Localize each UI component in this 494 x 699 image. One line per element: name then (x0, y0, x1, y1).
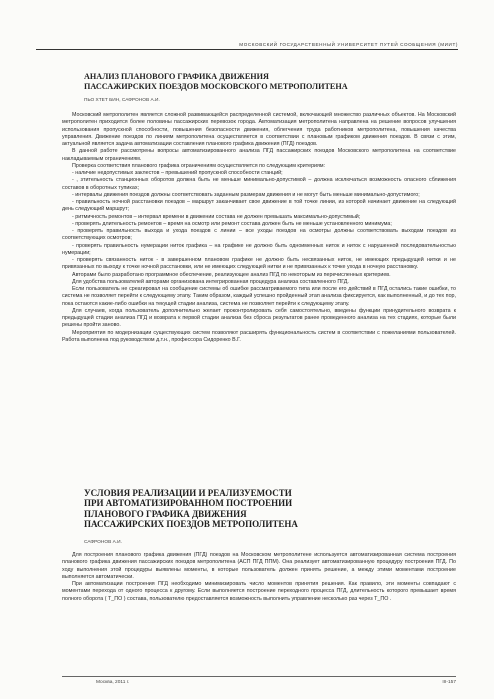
paragraph: Московский метрополитен является сложной развивающейся распределенной системой, включающей множество различных объектов. На Московский метрополитен приходится более половины пассажирских перевозок города. Автоматизация метрополитена направлена на решение вопросов улучшения использования пропускной способности, повышения безопасности движения, облегчения труда работников метрополитена, повышения качества управления. Движение поездов по линиям метрополитена осуществляется в соответствии с плановым графиком движения поездов. В связи с этим, актуальной является задача автоматизации составления планового графика движения (ПГД) поездов. (62, 112, 456, 147)
article-1-body (62, 112, 456, 344)
journal-header: МОСКОВСКИЙ ГОСУДАРСТВЕННЫЙ УНИВЕРСИТЕТ ПУТЕЙ СООБЩЕНИЯ (МИИТ) (36, 42, 458, 50)
article-2-title-line: ПАССАЖИРСКИХ ПОЕЗДОВ МЕТРОПОЛИТЕНА (84, 519, 298, 530)
paragraph: Если пользователь не среагировал на сообщение системы об ошибке рассматриваемого типа или после его действий в ПГД остались такие ошибки, то система не позволяет перейти к следующему этапу. Таким образом, каждый успешно пройденный этап анализа фиксируется, как выполненный, и до тех пор, пока остаются какие-либо ошибки на текущей стадии анализа, система не позволяет перейти к следующему этапу. (62, 286, 456, 307)
paragraph: - проверять правильность нумерации ниток графика – на графике не должно быть одноименных ниток и ниток с нарушенной последовательностью нумерации; (62, 242, 456, 256)
paragraph: - проверять длительность ремонтов – время на осмотр или ремонт состава должен быть не меньше установленного минимума; (72, 220, 392, 227)
article-1-title-line: АНАЛИЗ ПЛАНОВОГО ГРАФИКА ДВИЖЕНИЯ (84, 72, 269, 81)
paragraph: Для построения планового графика движения (ПГД) поездов на Московском метрополитене используется автоматизированная система построения планового графика движения пассажирских поездов метрополитена (АСП ПГД ППМ). Она реализует автоматизированную процедуру построения ПГД. По ходу выполнения этой процедуры выявлены моменты, в которые пользователь должен принять решение, а между этими моментами построение выполняется автоматически. (62, 552, 456, 580)
paragraph: Для удобства пользователей авторами организована интегрированная процедура анализа составленного ПГД. (72, 278, 349, 285)
article-1-title (84, 72, 454, 92)
paragraph: Мероприятия по модернизации существующих систем позволяют расширять функциональность систем в соответствии с пожеланиями пользователей. Работа выполнена под руководством д.т.н., профессора Сидоренко В.Г. (62, 329, 456, 343)
paragraph: Проверка соответствия планового графика ограничениям осуществляется по следующим критериям: (72, 162, 326, 169)
paragraph: - , зтительность станционных оборотов должна быть не меньше минимально-допустимой – должна исключаться возможность опасного сближения составов в оборотных тупиках; (62, 177, 456, 191)
article-2-body (62, 552, 456, 603)
article-2-title-line: ПЛАНОВОГО ГРАФИКА ДВИЖЕНИЯ (84, 508, 247, 519)
page-footer (62, 676, 456, 685)
paragraph: - интервалы движения поездов должны соответствовать заданным размерам движения и не могут быть меньше минимально-допустимого; (72, 191, 420, 198)
paragraph: В данной работе рассмотрены вопросы автоматизированного анализа ПГД пассажирских поездов Московского метрополитена на соответствие накладываемым ограничениям. (62, 148, 456, 162)
article-2-authors: САФРОНОВ А.И. (84, 540, 122, 545)
paragraph: - наличие недопустимых заклестов – превышений пропускной способности станций; (72, 170, 283, 176)
paragraph: Авторами было разработано программное обеспечение, реализующее анализ ПГД по некоторым из перечисленных критериев. (72, 271, 391, 278)
paragraph: При автоматизации построения ПГД необходимо минимизировать число моментов принятия решения. Как правило, эти моменты совпадают с моментами перехода от одного процесса к другому. Если выполняется построение переходного процесса ПГД, длительность которого превышает время полного оборота ( T_ПО ) состава, пользователю предоставляется возможность выполнить управление несколько раз через T_ПО . (62, 581, 456, 602)
paragraph: - проверять правильность выхода и ухода поездов с линии – все уходы поездов на осмотры должны соответствовать выходам поездов из соответствующих осмотров; (62, 228, 456, 242)
paragraph: - ритмичность ремонтов – интервал времени в движении состава не должен превышать максимально-допустимый; (72, 213, 361, 220)
paragraph: - проверять связанность ниток - в завершенном плановом графике не должно быть несвязанных ниток, не имеющих предыдущей нитки и не привязанных по выходу к точке ночной расстановки, или не имеющих следующей нитки и не привязанных к точке ухода в ночную расстановку. (62, 257, 456, 271)
footer-city-year: Москва, 2011 г. (96, 680, 130, 685)
page-number: III-157 (442, 680, 456, 685)
article-2-title-line: УСЛОВИЯ РЕАЛИЗАЦИИ И РЕАЛИЗУЕМОСТИ (84, 488, 292, 498)
article-1-authors: ПЬО ХТЕТ БИН, САФРОНОВ А.И. (84, 98, 160, 103)
paragraph: Для случаев, когда пользователь дополнительно желает проконтролировать себя самостоятельно, введены функции принудительного возврата к предыдущей стадии анализа ПГД и возврата к первой стадии анализа без сброса результатов ранее проведенного анализа на тех стадиях, которые были решены пройти заново. (62, 307, 456, 329)
article-1-title-line: ПАССАЖИРСКИХ ПОЕЗДОВ МОСКОВСКОГО МЕТРОПОЛИТЕНА (84, 81, 348, 91)
paragraph: - правильность ночной расстановки поездов – маршрут заканчивает свое движение в той точке линии, из которой начинает движение на следующий день следующий маршрут; (62, 199, 456, 213)
article-2-title (84, 488, 454, 530)
article-2-title-line: ПРИ АВТОМАТИЗИРОВАННОМ ПОСТРОЕНИИ (84, 498, 293, 509)
